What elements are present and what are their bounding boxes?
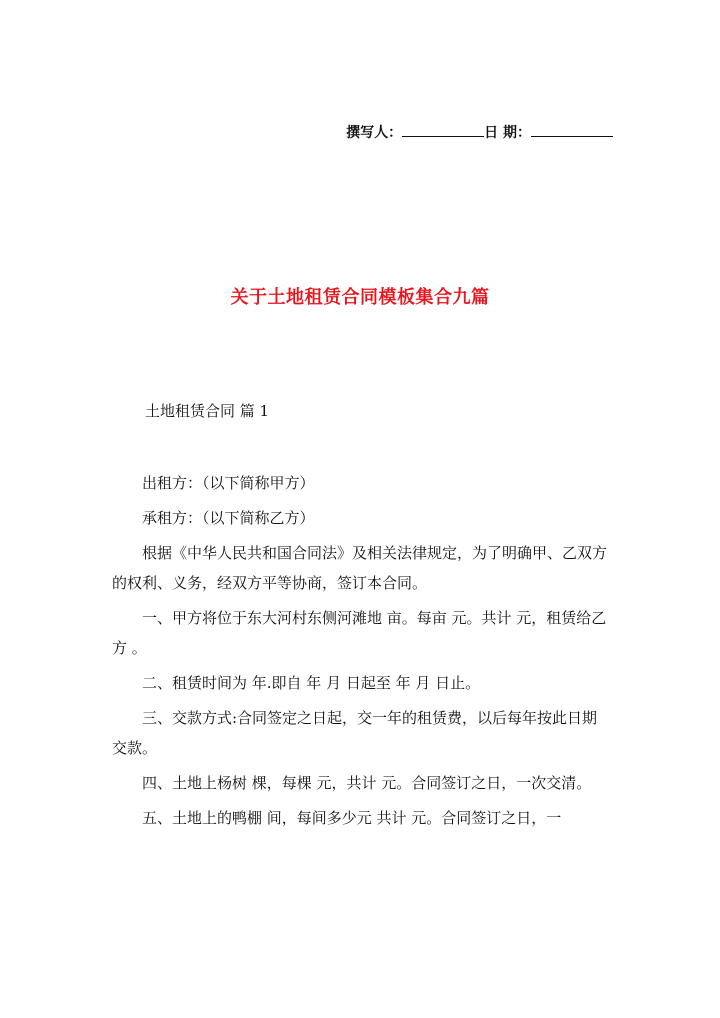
document-title: 关于土地租赁合同模板集合九篇 xyxy=(230,287,490,308)
section-heading: 土地租赁合同 篇 1 xyxy=(145,402,270,420)
paragraph-lessor: 出租方：（以下简称甲方） xyxy=(142,474,315,492)
paragraph-lessee: 承租方：（以下简称乙方） xyxy=(142,509,315,527)
author-date-line xyxy=(0,122,613,142)
date-label: 日 期： xyxy=(484,125,531,141)
author-label: 撰写人： xyxy=(346,125,403,141)
paragraph-clause-1: 一、甲方将位于东大河村东侧河滩地 亩。每亩 元。共计 元，租赁给乙方 。 xyxy=(112,609,607,657)
contract-body xyxy=(112,468,612,838)
paragraph-clause-2: 二、租赁时间为 年.即自 年 月 日起至 年 月 日止。 xyxy=(142,674,481,692)
date-blank xyxy=(531,124,613,137)
author-blank xyxy=(402,124,484,137)
paragraph-clause-4: 四、土地上杨树 棵，每棵 元，共计 元。合同签订之日，一次交清。 xyxy=(142,774,592,792)
paragraph-clause-3: 三、交款方式:合同签定之日起，交一年的租赁费，以后每年按此日期交款。 xyxy=(112,709,598,757)
paragraph-clause-5: 五、土地上的鸭棚 间，每间多少元 共计 元。合同签订之日，一 xyxy=(142,809,562,827)
paragraph-preamble: 根据《中华人民共和国合同法》及相关法律规定，为了明确甲、乙双方的权利、义务，经双方平等协商，签订本合同。 xyxy=(112,544,608,592)
